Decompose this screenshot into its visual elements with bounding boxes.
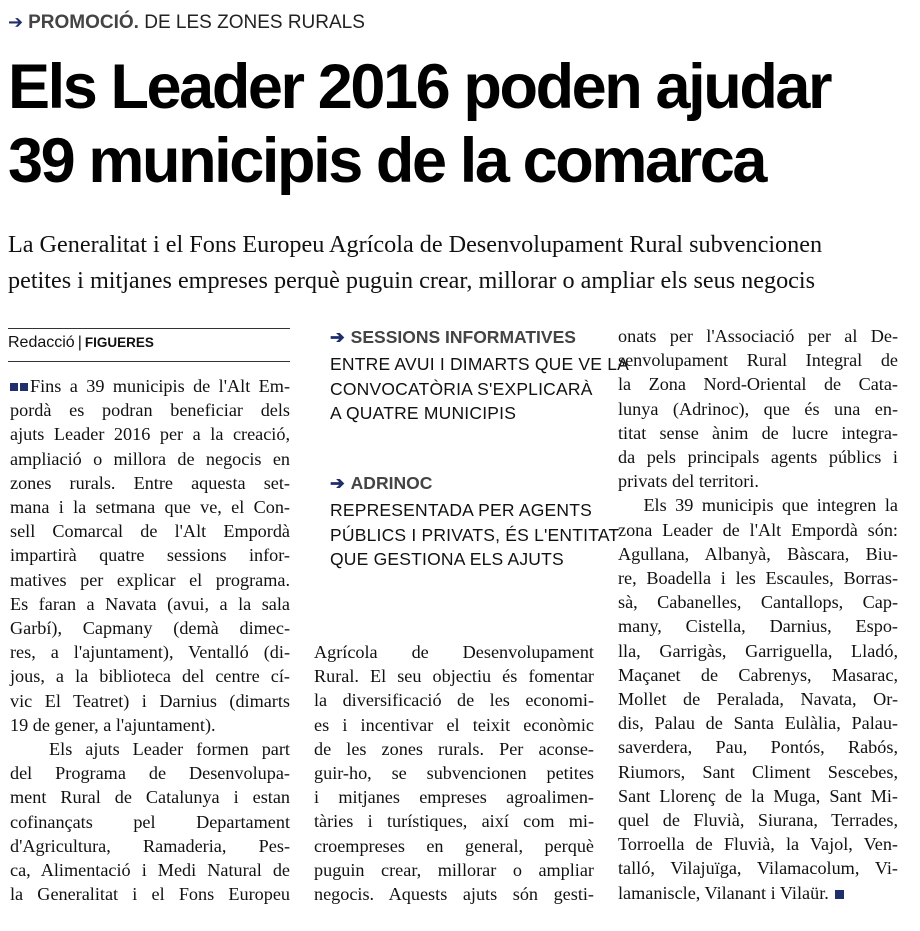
kicker-rest: DE LES ZONES RURALS [144, 12, 365, 33]
body-line [10, 374, 290, 398]
standfirst-line: La Generalitat i el Fons Europeu Agrícola de Desenvolupament Rural subvencionen [8, 231, 823, 258]
sidebar-line: QUE GESTIONA ELS AJUTS [330, 549, 564, 569]
body-line: talló, Vilajuïga, Vilamacolum, Vi- [618, 858, 898, 879]
body-line: ampliació o millora de negocis en [10, 448, 290, 469]
square-bullet-icon [10, 383, 18, 391]
sidebar-title [330, 327, 598, 348]
body-line: impartirà quatre sessions infor- [10, 545, 290, 566]
body-line: ajuts Leader 2016 per a la creació, [10, 424, 290, 445]
sidebar-sessions [330, 327, 630, 426]
body-line: many, Cistella, Darnius, Espo- [618, 616, 898, 637]
body-line: Agullana, Albanyà, Bàscara, Biu- [618, 543, 898, 564]
body-line: sell Comarcal de l'Alt Empordà [10, 521, 290, 542]
body-line: sà, Cabanelles, Cantallops, Cap- [618, 592, 898, 613]
body-line: Els 39 municipis que integren la [618, 495, 898, 516]
body-line: de les zones rurals. Per aconse- [314, 738, 594, 759]
body-line: puguin crear, millorar o ampliar [314, 859, 594, 880]
byline-city: FIGUERES [84, 335, 154, 350]
body-line: Mollet de Peralada, Navata, Or- [618, 689, 898, 710]
body-line: lunya (Adrinoc), que és una en- [618, 398, 898, 419]
body-line: pordà es podran beneficiar dels [10, 400, 290, 421]
body-line: 19 de gener, a l'ajuntament). [10, 714, 216, 735]
body-column-2 [314, 640, 594, 906]
body-line-text: Fins a 39 municipis de l'Alt Em- [30, 376, 290, 396]
body-column-3 [618, 324, 898, 905]
byline-author: Redacció [8, 334, 75, 351]
sidebar-text [330, 352, 630, 426]
body-line: zones rurals. Entre aquesta set- [10, 472, 290, 493]
sidebar-line: A QUATRE MUNICIPIS [330, 403, 517, 423]
body-line: quel de Fluvià, Siurana, Terrades, [618, 810, 898, 831]
sidebar-line: CONVOCATÒRIA S'EXPLICARÀ [330, 378, 593, 399]
headline-line: 39 municipis de la comarca [8, 126, 765, 196]
body-line: jous, a la biblioteca del centre cí- [10, 666, 290, 687]
body-line: Agrícola de Desenvolupament [314, 642, 594, 662]
body-line: negocis. Aquests ajuts són gesti- [314, 884, 594, 905]
arrow-right-icon: ➔ [330, 327, 345, 347]
body-line: da pels principals agents públics i [618, 447, 898, 468]
body-line: onats per l'Associació per al De- [618, 326, 898, 346]
headline-line: Els Leader 2016 poden ajudar [8, 52, 831, 122]
sidebar-text [330, 498, 620, 572]
body-line: senvolupament Rural Integral de [618, 350, 898, 371]
body-line: del Programa de Desenvolupa- [10, 763, 290, 784]
byline-separator: | [77, 334, 82, 351]
body-line: ca, Alimentació i Medi Natural de [10, 860, 290, 881]
body-line: Sant Llorenç de la Muga, Sant Mi- [618, 785, 898, 806]
body-line: res, a l'ajuntament), Ventalló (di- [10, 642, 290, 663]
standfirst-line: petites i mitjanes empreses perquè puguin crear, millorar o ampliar els seus negocis [8, 267, 816, 294]
headline [8, 50, 908, 198]
body-column-1 [10, 374, 290, 906]
body-line: guir-ho, se subvencionen petites [314, 763, 594, 784]
byline [8, 334, 154, 352]
byline-rule-top [8, 328, 290, 329]
body-line: croempreses en general, perquè [314, 835, 594, 856]
sidebar-line: REPRESENTADA PER AGENTS [330, 500, 592, 520]
sidebar-title-text: ADRINOC [350, 473, 433, 493]
body-line: Els ajuts Leader formen part [10, 739, 290, 760]
arrow-right-icon: ➔ [330, 473, 345, 493]
section-kicker [8, 12, 365, 34]
body-line: Es faran a Navata (avui, a la sala [10, 593, 290, 614]
body-line: la Zona Nord-Oriental de Cata- [618, 374, 898, 395]
body-line: ment Rural de Catalunya i estan [10, 787, 290, 808]
body-line: lla, Garrigàs, Garriguella, Lladó, [618, 640, 898, 661]
body-line: cofinançats pel Departament [10, 811, 290, 832]
sidebar-line: ENTRE AVUI I DIMARTS QUE VE LA [330, 354, 630, 374]
body-line: matives per explicar el programa. [10, 569, 290, 590]
body-line: la diversificació de les economi- [314, 690, 594, 711]
body-line: Torroella de Fluvià, la Vajol, Ven- [618, 834, 898, 855]
body-line: Riumors, Sant Climent Sescebes, [618, 761, 898, 782]
sidebar-title [330, 473, 598, 494]
body-line: zona Leader de l'Alt Empordà són: [618, 519, 898, 540]
kicker-strong: PROMOCIÓ. [28, 12, 139, 33]
body-line: privats del territori. [618, 471, 759, 492]
body-line: dis, Palau de Santa Eulàlia, Palau- [618, 713, 898, 734]
standfirst [8, 227, 913, 299]
body-line: titat sense ànim de lucre integra- [618, 422, 898, 443]
byline-rule-bottom [8, 361, 290, 362]
body-line: Garbí), Capmany (demà dimec- [10, 618, 290, 639]
arrow-right-icon: ➔ [8, 12, 24, 32]
body-line: Rural. El seu objectiu és fomentar [314, 666, 594, 687]
body-line: vic El Teatret) i Darnius (dimarts [10, 690, 290, 711]
sidebar-title-text: SESSIONS INFORMATIVES [350, 327, 576, 347]
square-bullet-icon [20, 383, 28, 391]
body-line: saverdera, Pau, Pontós, Rabós, [618, 737, 898, 758]
end-square-icon [835, 890, 844, 899]
body-line-text: lamaniscle, Vilanant i Vilaür. [618, 882, 829, 903]
sidebar-adrinoc [330, 473, 620, 572]
body-line: d'Agricultura, Ramaderia, Pes- [10, 835, 290, 856]
body-line: re, Boadella i les Escaules, Borras- [618, 568, 898, 589]
sidebar-line: PÚBLICS I PRIVATS, ÉS L'ENTITAT [330, 524, 620, 545]
body-line [618, 881, 898, 905]
body-line: la Generalitat i el Fons Europeu [10, 884, 290, 905]
body-line: i mitjanes empreses agroalimen- [314, 787, 594, 808]
body-line: es i incentivar el teixit econòmic [314, 714, 594, 735]
body-line: tàries i turístiques, així com mi- [314, 811, 594, 832]
body-line: Maçanet de Cabrenys, Masarac, [618, 664, 898, 685]
body-line: mana i la setmana que ve, el Con- [10, 497, 290, 518]
